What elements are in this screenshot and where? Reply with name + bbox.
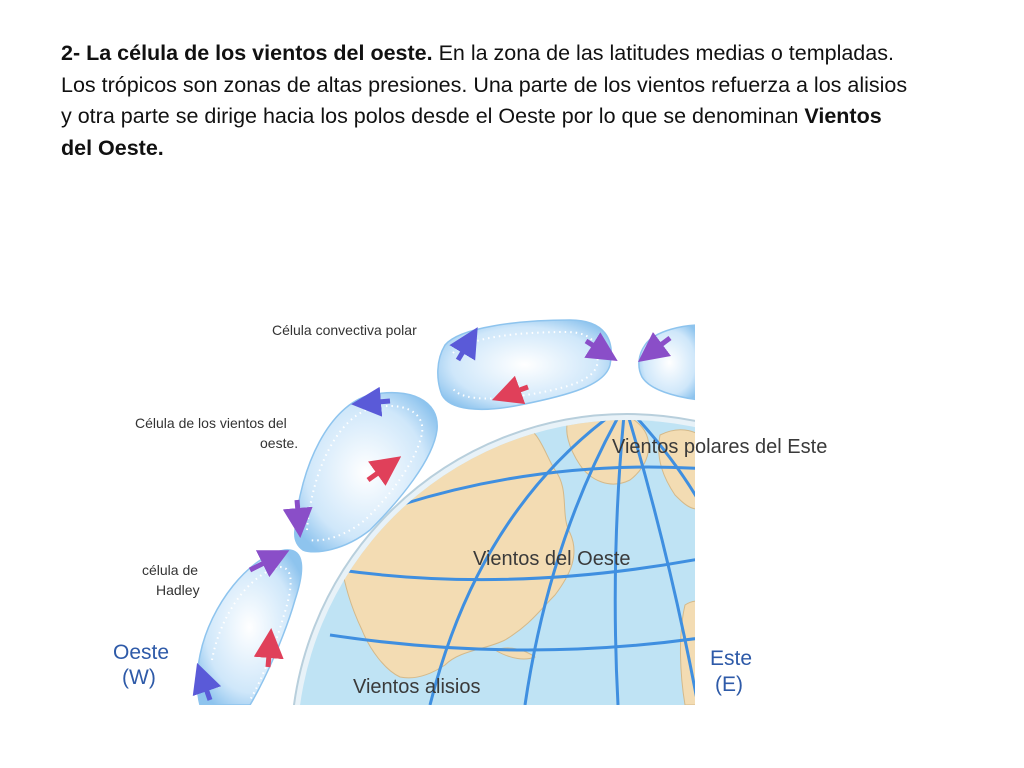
label-westerly-cell-1: Célula de los vientos del <box>135 415 287 431</box>
label-westerly-cell-2: oeste. <box>260 435 299 451</box>
polar-cell-east <box>639 325 700 400</box>
label-hadley-1: célula de <box>142 562 199 578</box>
westerly-upper-arrow <box>366 401 390 403</box>
label-trade-winds: Vientos alisios <box>353 676 481 698</box>
label-west: Oeste <box>113 641 170 664</box>
westerly-descending-arrow <box>297 500 299 523</box>
slide-body-bold: Vientos del Oeste. <box>61 104 882 160</box>
label-westerlies: Vientos del Oeste <box>473 548 631 570</box>
label-polar-easterlies: Vientos polares del Este <box>612 436 828 458</box>
slide-body-text: En la zona de las latitudes medias o templadas. Los trópicos son zonas de altas presiones. Una parte de los vientos refuerza a los alisios y otra parte se dirige hacia los polos desde el Oeste por lo que se denominan <box>61 41 908 128</box>
label-east-code: (E) <box>715 673 743 696</box>
slide-text <box>61 38 911 164</box>
label-hadley-2: Hadley <box>156 582 200 598</box>
label-west-code: (W) <box>122 666 156 689</box>
label-east: Este <box>710 647 753 670</box>
hadley-descending-arrow <box>268 643 270 667</box>
atmospheric-circulation-diagram <box>100 305 850 705</box>
slide-heading: 2- La célula de los vientos del oeste. <box>61 41 433 65</box>
label-polar-cell: Célula convectiva polar <box>272 322 417 338</box>
globe-and-cells <box>100 305 850 705</box>
hadley-cell <box>197 550 301 705</box>
circulation-figure <box>100 305 850 705</box>
polar-cell <box>438 320 611 409</box>
